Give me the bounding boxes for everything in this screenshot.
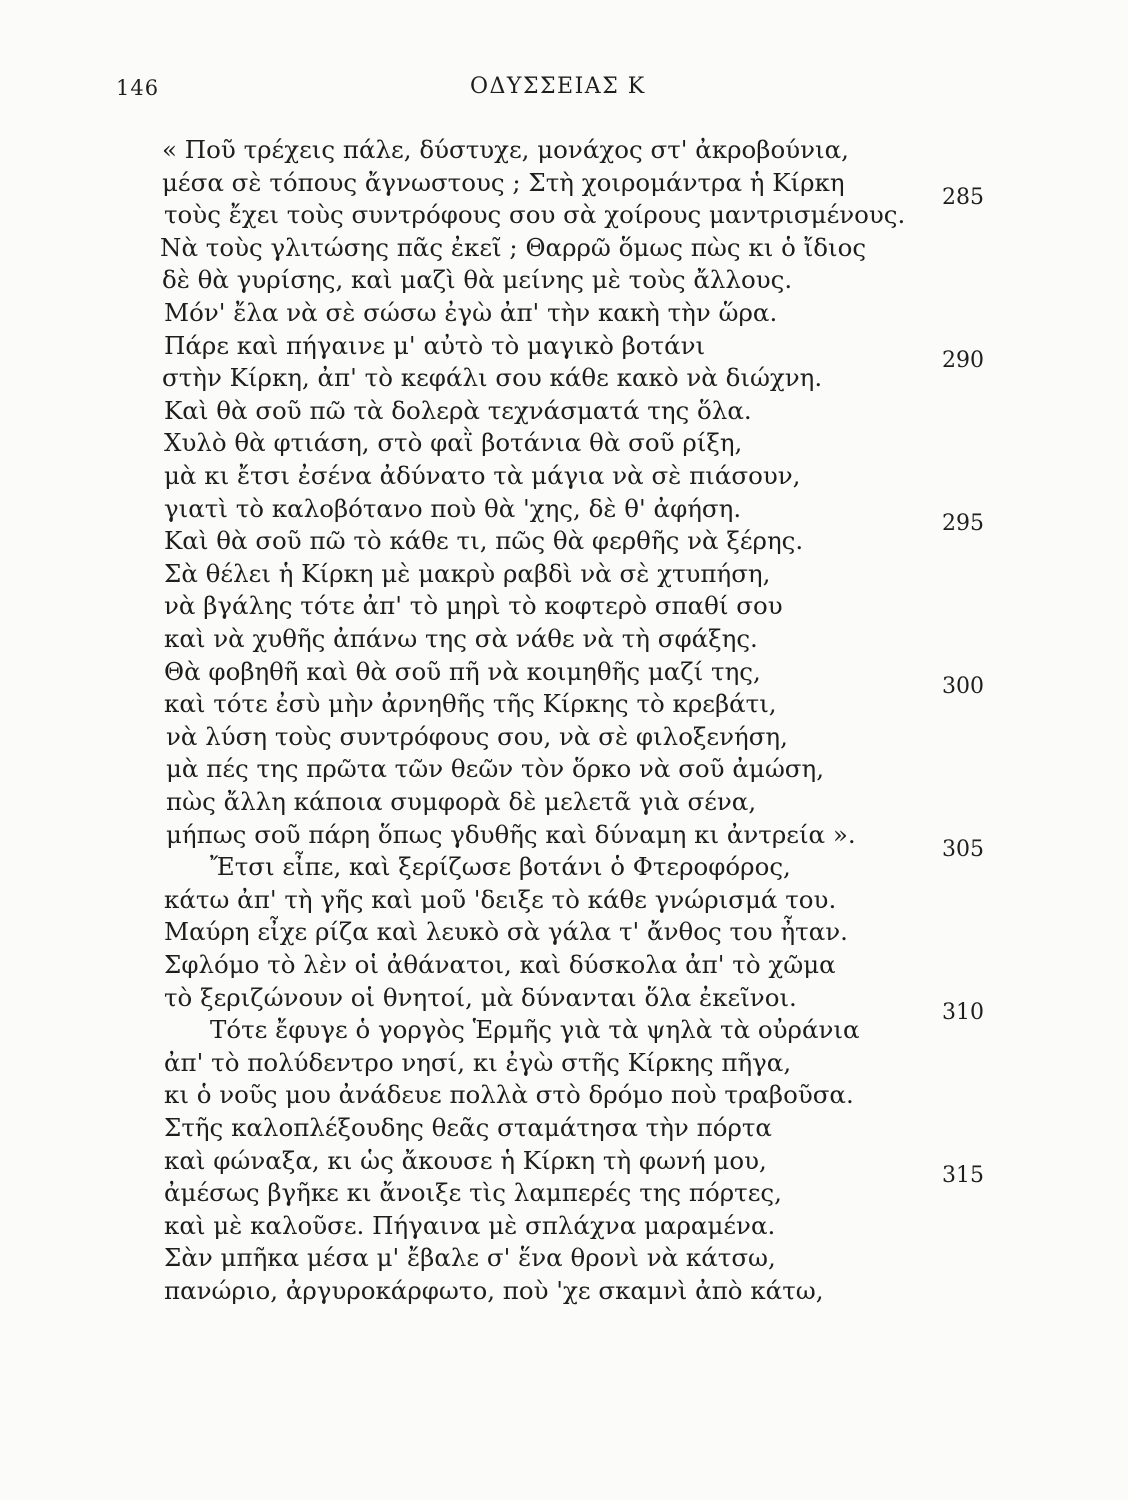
verse-line: γιατὶ τὸ καλοβότανο ποὺ θὰ 'χης, δὲ θ' ἀφήση. [164,493,742,523]
line-number: 310 [942,999,984,1025]
verse-line: Ἔτσι εἶπε, καὶ ξερίζωσε βοτάνι ὁ Φτεροφόρος, [210,852,791,882]
verse-line: Χυλὸ θὰ φτιάση, στὸ φαῒ βοτάνια θὰ σοῦ ρίξη, [164,428,743,458]
line-number: 295 [942,510,984,536]
line-number: 315 [942,1162,984,1188]
verse-line: δὲ θὰ γυρίσης, καὶ μαζὶ θὰ μείνης μὲ τοὺς ἄλλους. [162,265,793,295]
verse-line: καὶ τότε ἐσὺ μὴν ἀρνηθῆς τῆς Κίρκης τὸ κρεβάτι, [164,689,777,719]
verse-line: μὰ κι ἔτσι ἐσένα ἀδύνατο τὰ μάγια νὰ σὲ πιάσουν, [164,461,801,490]
verse-line: ἀμέσως βγῆκε κι ἄνοιξε τὶς λαμπερές της πόρτες, [164,1178,782,1208]
verse-line: κι ὁ νοῦς μου ἀνάδευε πολλὰ στὸ δρόμο ποὺ τραβοῦσα. [164,1080,854,1110]
running-title: ΟΔΥΣΣΕΙΑΣ Κ [470,74,646,99]
verse-line: Σφλόμο τὸ λὲν οἱ ἀθάνατοι, καὶ δύσκολα ἀπ' τὸ χῶμα [164,950,836,979]
verse-line: πὼς ἄλλη κάποια συμφορὰ δὲ μελετᾶ γιὰ σένα, [166,787,757,816]
page-number: 146 [116,76,160,100]
verse-line: καὶ νὰ χυθῆς ἀπάνω της σὰ νάθε νὰ τὴ σφάξης. [164,624,758,653]
verse-line: νὰ λύση τοὺς συντρόφους σου, νὰ σὲ φιλοξενήση, [166,721,788,751]
verse-line: Τότε ἔφυγε ὁ γοργὸς Ἑρμῆς γιὰ τὰ ψηλὰ τὰ οὐράνια [210,1015,860,1045]
line-number: 305 [942,836,984,862]
verse-line: Στῆς καλοπλέξουδης θεᾶς σταμάτησα τὴν πόρτα [164,1113,772,1142]
verse-line: Σὰν μπῆκα μέσα μ' ἔβαλε σ' ἕνα θρονὶ νὰ κάτσω, [164,1243,776,1273]
verse-line: κάτω ἀπ' τὴ γῆς καὶ μοῦ 'δειξε τὸ κάθε γνώρισμά του. [164,884,837,914]
line-number: 290 [942,347,984,373]
verse-line: μήπως σοῦ πάρη ὅπως γδυθῆς καὶ δύναμη κι ἀντρεία ». [166,819,856,849]
verse-line: ἀπ' τὸ πολύδεντρο νησί, κι ἐγὼ στῆς Κίρκης πῆγα, [164,1047,792,1077]
verse-line: τὸ ξεριζώνουν οἱ θνητοί, μὰ δύνανται ὅλα ἐκεῖνοι. [164,982,797,1012]
verse-line: τοὺς ἔχει τοὺς συντρόφους σου σὰ χοίρους μαντρισμένους. [164,200,906,230]
verse-line: Πάρε καὶ πήγαινε μ' αὐτὸ τὸ μαγικὸ βοτάνι [164,330,706,360]
verse-line: πανώριο, ἀργυροκάρφωτο, ποὺ 'χε σκαμνὶ ἀπὸ κάτω, [164,1276,824,1305]
verse-line: καὶ μὲ καλοῦσε. Πήγαινα μὲ σπλάχνα μαραμένα. [164,1210,776,1240]
line-number: 285 [942,184,984,210]
verse-line: Μόν' ἔλα νὰ σὲ σώσω ἐγὼ ἀπ' τὴν κακὴ τὴν ὥρα. [164,298,778,327]
verse-line: Καὶ θὰ σοῦ πῶ τὸ κάθε τι, πῶς θὰ φερθῆς νὰ ξέρης. [164,526,804,556]
verse-line: στὴν Κίρκη, ἀπ' τὸ κεφάλι σου κάθε κακὸ νὰ διώχνη. [162,363,823,393]
verse-line: Σὰ θέλει ἡ Κίρκη μὲ μακρὺ ραβδὶ νὰ σὲ χτυπήση, [164,558,771,588]
line-number: 300 [942,673,984,699]
verse-line: Καὶ θὰ σοῦ πῶ τὰ δολερὰ τεχνάσματά της ὅλα. [164,395,752,425]
verse-line: « Ποῦ τρέχεις πάλε, δύστυχε, μονάχος στ' ἀκροβούνια, [162,135,849,164]
verse-line: καὶ φώναξα, κι ὡς ἄκουσε ἡ Κίρκη τὴ φωνή μου, [164,1145,767,1175]
verse-line: Θὰ φοβηθῆ καὶ θὰ σοῦ πῆ νὰ κοιμηθῆς μαζί της, [164,656,761,686]
verse-line: νὰ βγάλης τότε ἀπ' τὸ μηρὶ τὸ κοφτερὸ σπαθί σου [164,591,783,621]
verse-line: μέσα σὲ τόπους ἄγνωστους ; Στὴ χοιρομάντρα ἡ Κίρκη [162,167,845,197]
verse-line: Νὰ τοὺς γλιτώσης πᾶς ἐκεῖ ; Θαρρῶ ὅμως πὼς κι ὁ ἴδιος [160,232,867,262]
verse-line: Μαύρη εἶχε ρίζα καὶ λευκὸ σὰ γάλα τ' ἄνθος του ἦταν. [164,917,848,947]
verse-line: μὰ πές της πρῶτα τῶν θεῶν τὸν ὅρκο νὰ σοῦ ἀμώση, [166,754,824,784]
